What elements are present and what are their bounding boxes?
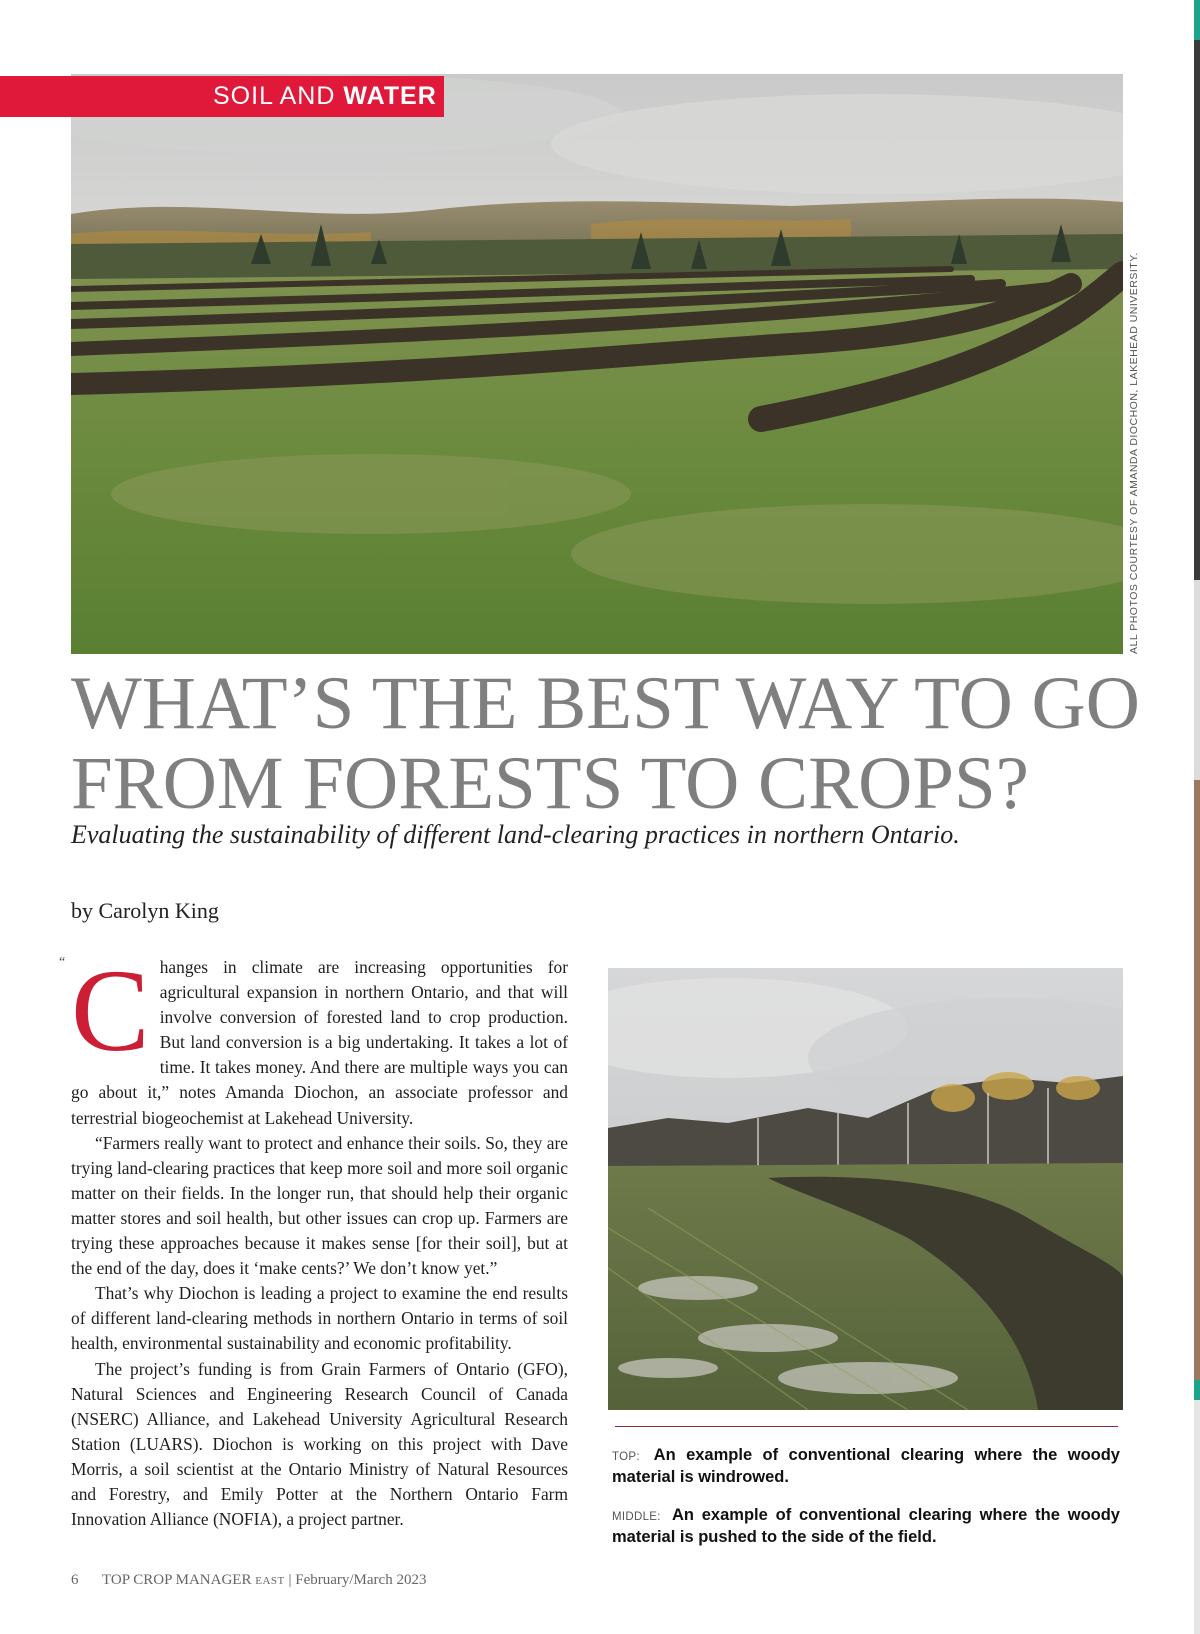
footer-separator: | [288,1572,292,1588]
deck-subtitle: Evaluating the sustainability of different land-clearing practices in northern Ontario. [71,820,960,849]
caption-middle [612,1505,1120,1547]
photo-credit: ALL PHOTOS COURTESY OF AMANDA DIOCHON, LAKEHEAD UNIVERSITY. [1128,252,1140,654]
section-tag [0,76,444,117]
article-paragraph [71,945,568,1131]
dropcap: C [71,945,150,1076]
issue-date: February/March 2023 [295,1572,427,1588]
page-number: 6 [71,1572,79,1588]
section-tag-light: SOIL AND [213,82,336,110]
article-paragraph: That’s why Diochon is leading a project to examine the end results of different land-clearing methods in northern Ontario in terms of soil health, environmental sustainability and economic profitability. [71,1283,568,1354]
caption-top-text: An example of conventional clearing where the woody material is windrowed. [612,1446,1120,1486]
hero-photo-windrowed-field [71,74,1123,654]
magazine-edition: EAST [255,1575,285,1587]
caption-middle-text: An example of conventional clearing where the woody material is pushed to the side of the field. [612,1506,1120,1546]
caption-top-label: TOP: [612,1451,640,1463]
article-paragraph: “Farmers really want to protect and enhance their soils. So, they are trying land-clearing practices that keep more soil and more soil organic matter on their fields. In the longer run, that should help their organic matter stores and soil health, but other issues can crop up. Farmers are trying these approaches because it makes sense [for their soil], but at the end of the day, does it ‘make cents?’ We don’t know yet.” [71,1132,568,1279]
article-paragraph-text: hanges in climate are increasing opportunities for agricultural expansion in northern Ontario, and that will involve conversion of forested land to crop production. But land conversion is a big undertaking. It takes a lot of time. It takes money. And there are multiple ways you can go about it,” notes Amanda Diochon, an associate professor and terrestrial biogeochemist at Lakehead University. [71,957,568,1128]
section-tag-bold: WATER [343,82,437,110]
magazine-name: TOP CROP MANAGER [101,1572,252,1588]
caption-top [612,1445,1120,1487]
page-edge-strip [1194,0,1200,1634]
article-paragraph: The project’s funding is from Grain Farmers of Ontario (GFO), Natural Sciences and Engineering Research Council of Canada (NSERC) Alliance, and Lakehead University Agricultural Research Station (LUARS). Diochon is working on this project with Dave Morris, a soil scientist at the Ontario Ministry of Natural Resources and Forestry, and Emily Potter at the Northern Ontario Farm Innovation Alliance (NOFIA), a project partner. [71,1358,568,1530]
article-body [71,945,568,1532]
caption-divider [615,1426,1118,1427]
headline: WHAT’S THE BEST WAY TO GO FROM FORESTS TO CROPS? [71,662,1140,825]
page-footer [71,1572,426,1589]
byline: by Carolyn King [71,898,219,923]
opening-quote-mark: “ [59,955,66,970]
side-photo-cleared-field [608,968,1123,1410]
caption-middle-label: MIDDLE: [612,1511,661,1523]
